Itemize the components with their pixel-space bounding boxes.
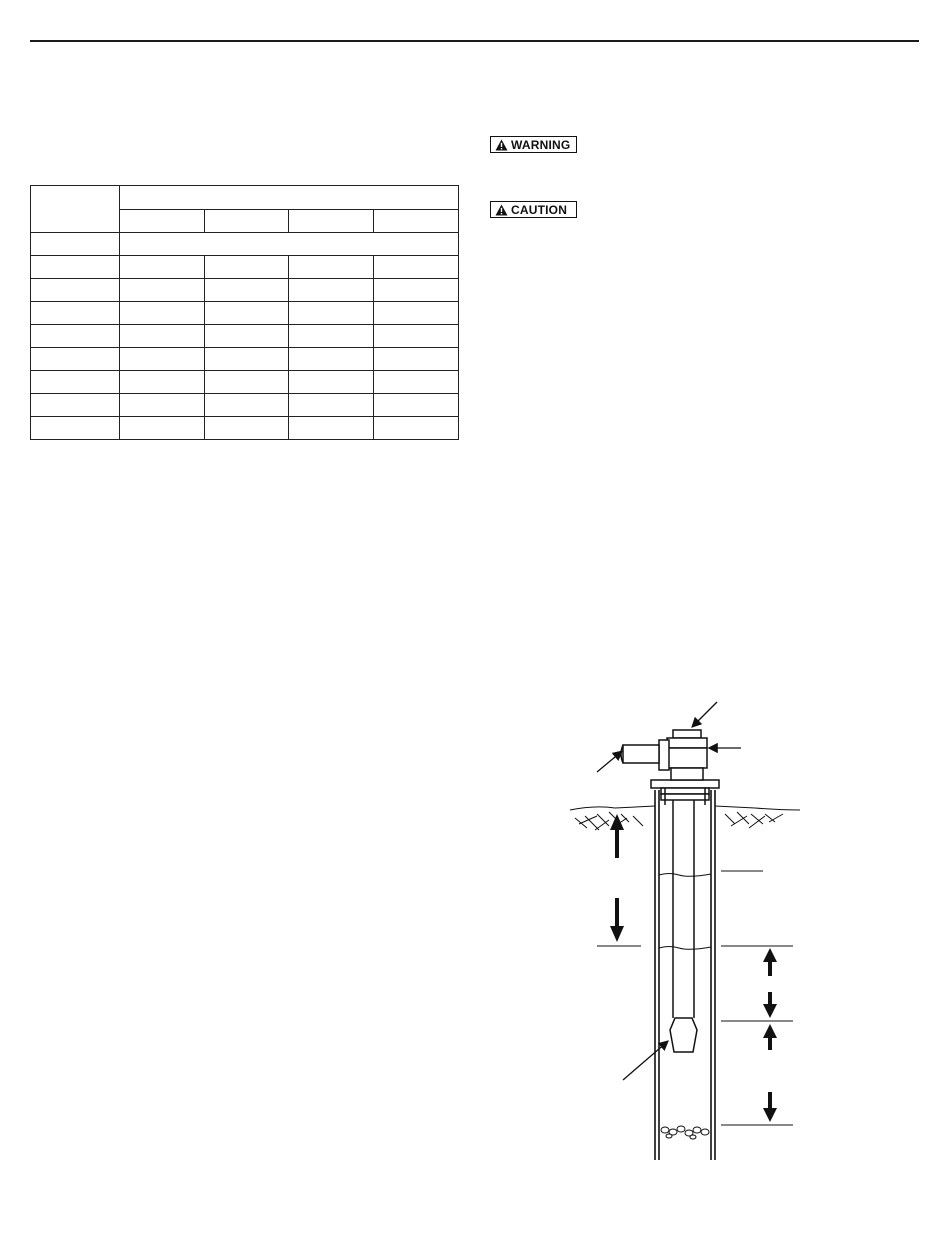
table-corner-cell — [31, 186, 120, 233]
table-section-cell — [119, 233, 458, 256]
caution-badge — [490, 201, 577, 218]
table-cell — [119, 371, 204, 394]
table-cell — [204, 325, 289, 348]
table-row — [31, 302, 459, 325]
table-cell — [119, 417, 204, 440]
table-cell — [31, 371, 120, 394]
table-row — [31, 417, 459, 440]
table-cell — [31, 279, 120, 302]
table-cell — [31, 302, 120, 325]
well-pump-diagram — [555, 690, 805, 1165]
table-cell — [374, 417, 459, 440]
drop-pipe — [673, 800, 694, 1018]
table-cell — [204, 256, 289, 279]
table-column-header — [374, 210, 459, 233]
table-cell — [204, 394, 289, 417]
table-column-header — [119, 210, 204, 233]
warning-badge-label: WARNING — [511, 137, 571, 152]
table-header-row — [31, 186, 459, 210]
pumping-water-level-line — [659, 947, 711, 950]
discharge-pipe — [621, 745, 659, 763]
pump-head — [659, 730, 707, 780]
table-cell — [119, 302, 204, 325]
foot-valve — [670, 1018, 697, 1052]
table-row — [31, 394, 459, 417]
table-column-header — [204, 210, 289, 233]
table-row — [31, 325, 459, 348]
table-cell — [204, 302, 289, 325]
table-cell — [374, 325, 459, 348]
warning-triangle-icon — [495, 204, 508, 216]
ground-surface — [570, 806, 800, 830]
table-cell — [204, 279, 289, 302]
table-cell — [31, 417, 120, 440]
table-cell — [374, 371, 459, 394]
table-cell — [289, 279, 374, 302]
drawdown-arrows — [610, 814, 624, 942]
table-row — [31, 371, 459, 394]
table-cell — [31, 325, 120, 348]
table-cell — [31, 256, 120, 279]
static-water-level-line — [659, 874, 711, 877]
table-cell — [289, 256, 374, 279]
table-cell — [289, 394, 374, 417]
specification-table — [30, 185, 459, 440]
warning-triangle-icon — [495, 139, 508, 151]
table-column-header — [289, 210, 374, 233]
table-cell — [119, 256, 204, 279]
table-cell — [31, 348, 120, 371]
well-seal — [651, 780, 719, 805]
table-cell — [289, 371, 374, 394]
well-casing — [655, 790, 715, 1160]
table-cell — [289, 348, 374, 371]
table-cell — [31, 233, 120, 256]
warning-badge — [490, 136, 577, 153]
table-cell — [374, 256, 459, 279]
header-rule — [30, 40, 919, 42]
table-cell — [204, 417, 289, 440]
table-cell — [31, 394, 120, 417]
table-cell — [374, 279, 459, 302]
table-row — [31, 256, 459, 279]
table-cell — [374, 394, 459, 417]
depth-arrows — [763, 948, 777, 1122]
table-cell — [119, 279, 204, 302]
caution-badge-label: CAUTION — [511, 202, 568, 217]
table-cell — [289, 325, 374, 348]
table-cell — [289, 302, 374, 325]
table-row — [31, 279, 459, 302]
table-cell — [119, 325, 204, 348]
table-cell — [119, 394, 204, 417]
table-cell — [289, 417, 374, 440]
table-row — [31, 348, 459, 371]
table-cell — [119, 348, 204, 371]
table-span-header — [119, 186, 458, 210]
table-cell — [374, 302, 459, 325]
table-cell — [204, 371, 289, 394]
table-section-row — [31, 233, 459, 256]
table-cell — [374, 348, 459, 371]
well-bottom-gravel — [661, 1126, 709, 1139]
table-cell — [204, 348, 289, 371]
reference-lines — [597, 871, 793, 1125]
